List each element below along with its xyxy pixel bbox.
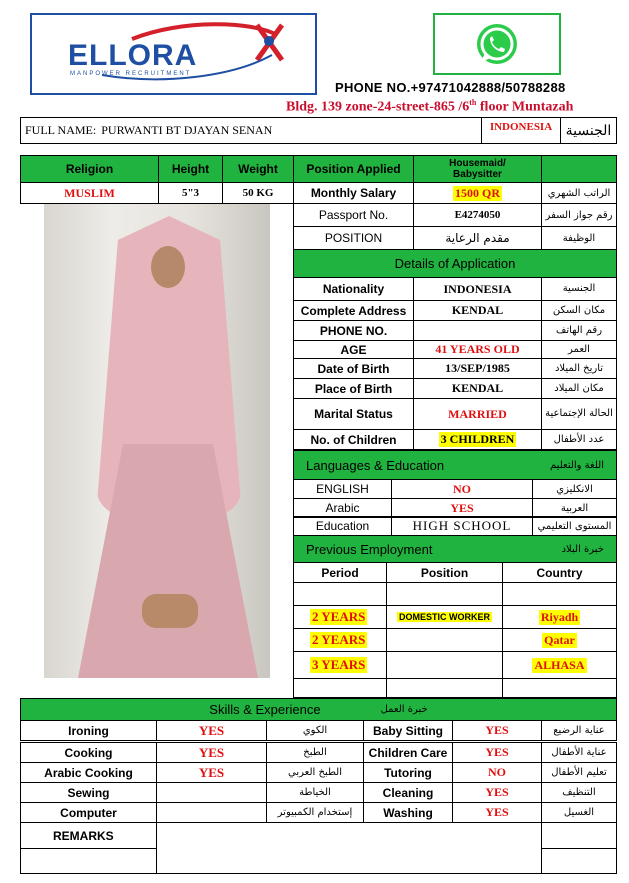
period-column-header: Period [293,562,387,583]
detail-label: Complete Address [293,300,414,321]
detail-value [413,378,542,399]
detail-arabic: الحالة الإجتماعية [541,398,617,430]
remarks-blank-left [20,848,157,874]
position-applied-value: Housemaid/ Babysitter [413,155,542,183]
skill-value-right: NO [452,762,542,783]
religion-header: Religion [20,155,159,183]
employment-period [293,651,387,679]
skill-label: Cooking [20,742,157,763]
candidate-photo [44,204,270,678]
skills-header-arabic: خبرة العمل [380,704,428,715]
detail-arabic: تاريخ الميلاد [541,358,617,379]
employment-country-text: ALHASA [534,657,585,672]
employment-period [293,582,387,606]
position-arabic: الوظيفة [541,226,617,250]
passport-arabic: رقم جواز السفر [541,203,617,227]
skill-label: Ironing [20,720,157,741]
company-phone: PHONE NO.+97471042888/50788288 [335,80,566,95]
monthly-salary-arabic: الراتب الشهري [541,182,617,204]
position-value: مقدم الرعاية [413,226,542,250]
employment-header-label: Previous Employment [306,541,433,557]
skill-value: YES [156,762,267,783]
detail-label: Date of Birth [293,358,414,379]
detail-arabic: الجنسية [541,277,617,301]
position-label: POSITION [293,226,414,250]
detail-label: AGE [293,340,414,359]
skill-value-right: YES [452,782,542,803]
nationality-top: INDONESIA [481,117,561,144]
employment-country [502,628,617,652]
detail-arabic: عدد الأطفال [541,429,617,450]
detail-label: Nationality [293,277,414,301]
language-label: Arabic [293,498,392,518]
height-header: Height [158,155,223,183]
skill-label-right: Tutoring [363,762,453,783]
skill-label-right: Cleaning [363,782,453,803]
detail-value [413,340,542,359]
detail-arabic: مكان الميلاد [541,378,617,399]
skill-value-right: YES [452,720,542,741]
skill-arabic-right: عناية الأطفال [541,742,617,763]
language-arabic: المستوى التعليمي [532,516,617,536]
logo-text: ELLORA [68,39,198,72]
detail-label: Place of Birth [293,378,414,399]
country-column-header: Country [502,562,617,583]
skill-value: YES [156,720,267,741]
employment-period-text: 2 YEARS [312,609,366,624]
whatsapp-logo [433,13,561,75]
skill-arabic: الخياطة [266,782,364,803]
employment-country [502,678,617,698]
languages-header-arabic: اللغة والتعليم [550,459,604,471]
detail-value-text: MARRIED [448,406,507,421]
position-column-header: Position [386,562,503,583]
detail-value [413,358,542,379]
whatsapp-icon [467,20,527,68]
skill-arabic-right: تعليم الأطفال [541,762,617,783]
employment-period [293,628,387,652]
language-arabic: الانكليزي [532,479,617,499]
language-label: Education [293,516,392,536]
skill-label: Sewing [20,782,157,803]
detail-value [413,398,542,430]
skill-label-right: Children Care [363,742,453,763]
logo-tagline: MANPOWER RECRUITMENT [70,71,192,77]
employment-country [502,582,617,606]
passport-label: Passport No. [293,203,414,227]
details-of-application-header: Details of Application [293,249,617,278]
language-value: YES [391,498,533,518]
language-arabic: العربية [532,498,617,518]
employment-position-text: DOMESTIC WORKER [399,612,490,622]
monthly-salary-value: 1500 QR [413,182,542,204]
employment-country [502,605,617,629]
detail-value [413,300,542,321]
company-logo [30,13,317,95]
remarks-blank-right [541,822,617,849]
detail-label: PHONE NO. [293,320,414,341]
language-label: ENGLISH [293,479,392,499]
skill-arabic-right: عناية الرضيع [541,720,617,741]
detail-arabic: العمر [541,340,617,359]
skill-label-right: Baby Sitting [363,720,453,741]
employment-position [386,651,503,679]
remarks-blank-right-2 [541,848,617,874]
previous-employment-header [293,535,617,563]
photo-hands [142,594,198,628]
skill-value [156,802,267,823]
skills-header [20,698,617,721]
full-name-label: FULL NAME: [25,123,97,137]
languages-header [293,450,617,480]
skill-label-right: Washing [363,802,453,823]
skill-value: YES [156,742,267,763]
detail-value-text: 3 CHILDREN [440,432,515,446]
employment-period-text: 3 YEARS [312,657,366,672]
employment-position [386,678,503,698]
skill-arabic: إستخدام الكمبيوتر [266,802,364,823]
language-value: HIGH SCHOOL [391,516,533,536]
employment-header-arabic: خبرة البلاد [561,543,604,555]
nationality-arabic-label: الجنسية [560,117,617,144]
detail-value [413,320,542,341]
full-name-value: PURWANTI BT DJAYAN SENAN [101,123,273,137]
language-value: NO [391,479,533,499]
photo-face-inner [151,246,185,288]
skills-header-label: Skills & Experience [209,702,321,717]
employment-position [386,628,503,652]
detail-value [413,429,542,450]
skill-arabic-right: التنظيف [541,782,617,803]
company-address: Bldg. 139 zone-24-street-865 /6th floor Muntazah [286,98,574,115]
position-applied-header: Position Applied [293,155,414,183]
detail-value-text: KENDAL [451,303,504,317]
detail-arabic: رقم الهاتف [541,320,617,341]
religion-value: MUSLIM [20,182,159,204]
detail-value-text: KENDAL [451,381,504,395]
weight-header: Weight [222,155,294,183]
monthly-salary-label: Monthly Salary [293,182,414,204]
employment-country-text: Riyadh [540,609,579,624]
detail-label: No. of Children [293,429,414,450]
skill-arabic-right: الغسيل [541,802,617,823]
position-applied-blank [541,155,617,183]
employment-period-text: 2 YEARS [312,632,366,647]
skill-value-right: YES [452,802,542,823]
detail-arabic: مكان السكن [541,300,617,321]
employment-country [502,651,617,679]
detail-value-text: INDONESIA [443,281,512,296]
employment-period [293,678,387,698]
skill-arabic: الطبخ العربي [266,762,364,783]
skill-arabic: الكوي [266,720,364,741]
skill-label: Arabic Cooking [20,762,157,783]
employment-country-text: Qatar [544,632,575,647]
passport-value: E4274050 [413,203,542,227]
skill-arabic: الطبخ [266,742,364,763]
full-name-row [20,117,482,144]
employment-position [386,605,503,629]
weight-value: 50 KG [222,182,294,204]
skill-value [156,782,267,803]
employment-position [386,582,503,606]
detail-label: Marital Status [293,398,414,430]
skill-value-right: YES [452,742,542,763]
languages-header-label: Languages & Education [306,457,445,473]
height-value: 5"3 [158,182,223,204]
detail-value [413,277,542,301]
employment-period [293,605,387,629]
detail-value-text: 13/SEP/1985 [445,361,510,375]
detail-value-text: 41 YEARS OLD [435,342,520,356]
remarks-label: REMARKS [20,822,157,849]
remarks-field [156,822,542,874]
skill-label: Computer [20,802,157,823]
